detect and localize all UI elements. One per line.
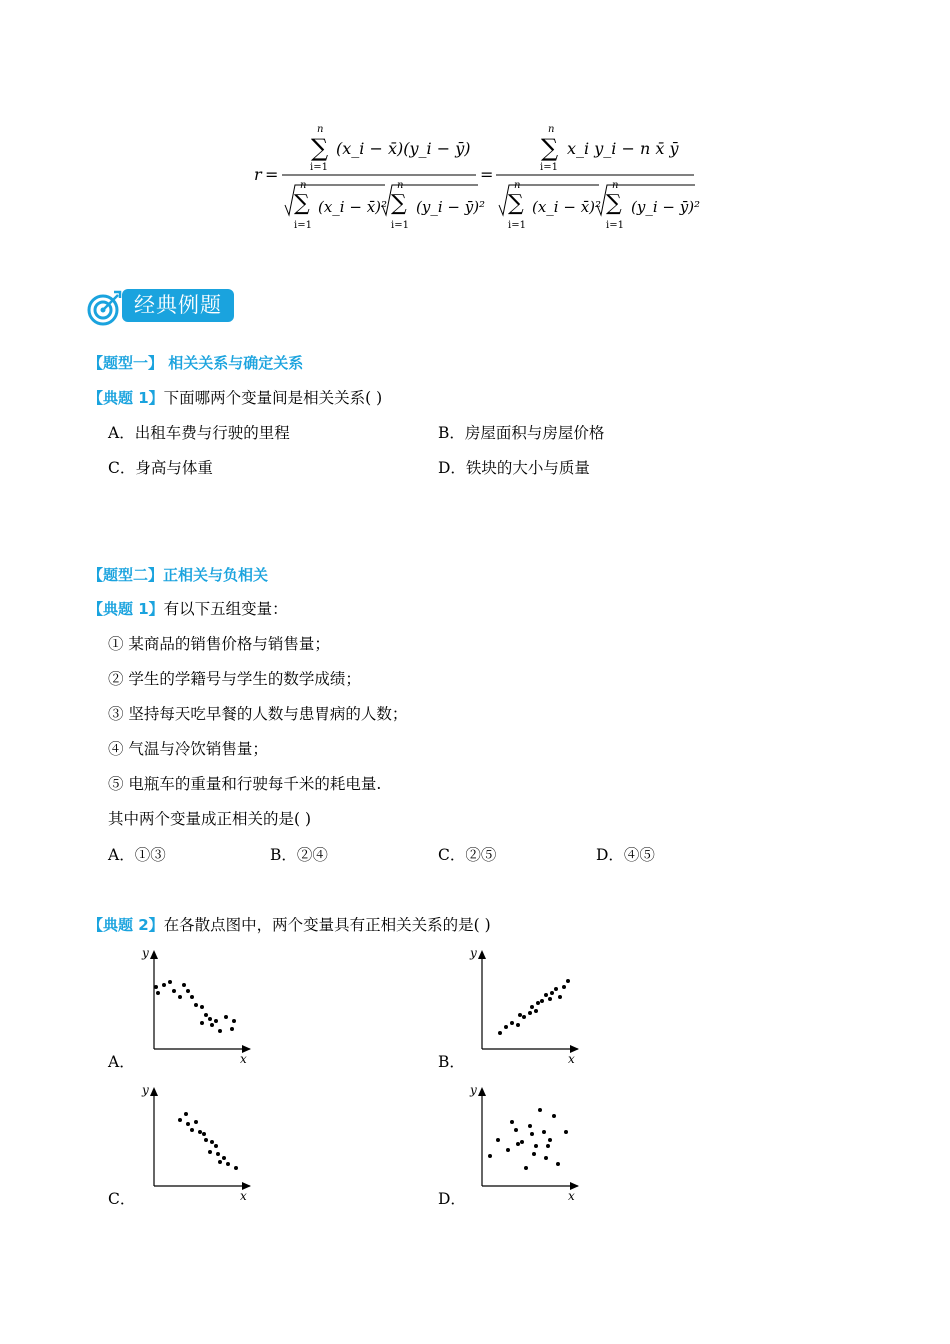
section1-question (88, 386, 382, 408)
scatter-point (172, 989, 176, 993)
scatter-point (566, 979, 570, 983)
scatter-plot-a (140, 945, 260, 1065)
scatter-point (554, 987, 558, 991)
y-axis-arrow (478, 950, 486, 959)
scatter-point (516, 1142, 520, 1146)
svg-text:i=1: i=1 (508, 220, 526, 231)
scatter-point (544, 993, 548, 997)
svg-text:∑: ∑ (311, 134, 329, 162)
list-item: ③ 坚持每天吃早餐的人数与患胃病的人数； (108, 705, 408, 723)
scatter-point (208, 1150, 212, 1154)
scatter-point (534, 1144, 538, 1148)
y-axis-arrow (478, 1087, 486, 1096)
x-axis-label: x (240, 1052, 247, 1065)
svg-text:∑: ∑ (606, 191, 622, 216)
list-item: ④ 气温与冷饮销售量； (108, 740, 268, 758)
svg-text:∑: ∑ (508, 191, 524, 216)
scatter-point (216, 1152, 220, 1156)
scatter-point (528, 1124, 532, 1128)
sum-top-1: n (317, 124, 324, 135)
scatter-point (546, 1144, 550, 1148)
scatter-point (506, 1148, 510, 1152)
svg-text:i=1: i=1 (391, 220, 409, 231)
scatter-point (530, 1005, 534, 1009)
sum-bottom-1: i=1 (310, 162, 328, 173)
scatter-point (156, 991, 160, 995)
target-icon (86, 288, 126, 328)
scatter-point (516, 1023, 520, 1027)
scatter-point (222, 1156, 226, 1160)
denominator-2a: (x_i − x̄)² (532, 198, 602, 216)
y-axis-arrow (150, 950, 158, 959)
scatter-point (190, 1128, 194, 1132)
scatter-point (556, 1162, 560, 1166)
scatter-point (518, 1013, 522, 1017)
scatter-point (194, 1003, 198, 1007)
scatter-point (200, 1005, 204, 1009)
scatter-point (548, 997, 552, 1001)
scatter-point (534, 1009, 538, 1013)
scatter-point (204, 1013, 208, 1017)
denominator-1a: (x_i − x̄)² (318, 198, 388, 216)
plot-label-a[interactable]: A． (108, 1053, 135, 1071)
formula-equals-2: = (480, 165, 494, 184)
section2-question-2 (88, 913, 491, 935)
scatter-point (520, 1140, 524, 1144)
scatter-point (184, 1112, 188, 1116)
heading-title: 经典例题 (122, 289, 234, 322)
formula-lhs: r (254, 165, 262, 184)
denominator-2b: (y_i − ȳ)² (631, 198, 701, 216)
scatter-point (214, 1144, 218, 1148)
question-tag: 【典题 1】 (88, 600, 164, 618)
scatter-point (542, 1130, 546, 1134)
scatter-point (562, 985, 566, 989)
scatter-point (522, 1015, 526, 1019)
scatter-point (552, 1114, 556, 1118)
numerator-2: x_i y_i − n x̄ ȳ (567, 139, 679, 158)
list-item: ① 某商品的销售价格与销售量； (108, 635, 330, 653)
scatter-point (202, 1132, 206, 1136)
scatter-point (182, 983, 186, 987)
scatter-point (208, 1017, 212, 1021)
scatter-point (496, 1138, 500, 1142)
option-b[interactable]: B．房屋面积与房屋价格 (438, 424, 605, 442)
svg-text:∑: ∑ (391, 191, 407, 216)
section-heading (86, 286, 236, 328)
y-axis-label: y (142, 1083, 149, 1097)
scatter-point (200, 1021, 204, 1025)
scatter-point (218, 1160, 222, 1164)
scatter-point (178, 1118, 182, 1122)
question-ask: 其中两个变量成正相关的是( ) (108, 810, 312, 828)
scatter-point (232, 1019, 236, 1023)
plot-label-d[interactable]: D． (438, 1190, 466, 1208)
svg-text:n: n (300, 180, 307, 191)
scatter-point (488, 1154, 492, 1158)
scatter-point (230, 1027, 234, 1031)
scatter-point (558, 995, 562, 999)
scatter-point (194, 1120, 198, 1124)
y-axis-label: y (142, 946, 149, 960)
list-item: ⑤ 电瓶车的重量和行驶每千米的耗电量. (108, 775, 382, 793)
question-tag: 【典题 1】 (88, 389, 164, 407)
scatter-point (538, 1108, 542, 1112)
formula-equals-1: = (265, 165, 279, 184)
scatter-point (532, 1152, 536, 1156)
section2-question-1 (88, 597, 288, 619)
scatter-point (226, 1162, 230, 1166)
scatter-point (190, 995, 194, 999)
scatter-point (540, 999, 544, 1003)
scatter-point (162, 983, 166, 987)
option-a[interactable]: A．出租车费与行驶的里程 (108, 424, 290, 442)
scatter-point (504, 1025, 508, 1029)
question-text: 有以下五组变量： (163, 600, 288, 618)
scatter-point (536, 1001, 540, 1005)
y-axis-arrow (150, 1087, 158, 1096)
list-item: ② 学生的学籍号与学生的数学成绩； (108, 670, 361, 688)
plot-label-c[interactable]: C． (108, 1190, 136, 1208)
scatter-plot-c (140, 1082, 260, 1202)
scatter-point (168, 980, 172, 984)
scatter-point (510, 1120, 514, 1124)
svg-text:n: n (397, 180, 404, 191)
scatter-point (498, 1031, 502, 1035)
scatter-plot-b (468, 945, 588, 1065)
option-b[interactable]: B．②④ (270, 846, 328, 864)
scatter-point (154, 985, 158, 989)
scatter-point (218, 1029, 222, 1033)
scatter-point (510, 1021, 514, 1025)
svg-text:∑: ∑ (294, 191, 310, 216)
question-text: 下面哪两个变量间是相关关系( ) (163, 389, 383, 407)
scatter-point (210, 1140, 214, 1144)
svg-text:i=1: i=1 (540, 162, 558, 173)
scatter-point (178, 995, 182, 999)
y-axis-label: y (470, 1083, 477, 1097)
svg-text:n: n (548, 124, 555, 135)
option-d[interactable]: D．铁块的大小与质量 (438, 459, 590, 477)
x-axis-label: x (568, 1189, 575, 1202)
svg-text:∑: ∑ (541, 134, 559, 162)
scatter-point (550, 991, 554, 995)
section2-title: 【题型二】正相关与负相关 (88, 566, 269, 584)
scatter-point (564, 1130, 568, 1134)
correlation-formula (0, 120, 950, 240)
scatter-point (198, 1130, 202, 1134)
scatter-point (214, 1019, 218, 1023)
y-axis-label: y (470, 946, 477, 960)
plot-label-b[interactable]: B． (438, 1053, 465, 1071)
svg-text:i=1: i=1 (606, 220, 624, 231)
svg-text:n: n (514, 180, 521, 191)
x-axis-label: x (568, 1052, 575, 1065)
scatter-point (224, 1015, 228, 1019)
option-c[interactable]: C．②⑤ (438, 846, 497, 864)
scatter-point (528, 1011, 532, 1015)
question-text: 在各散点图中，两个变量具有正相关关系的是( ) (163, 916, 491, 934)
denominator-1b: (y_i − ȳ)² (416, 198, 486, 216)
svg-text:i=1: i=1 (294, 220, 312, 231)
scatter-point (234, 1166, 238, 1170)
question-tag: 【典题 2】 (88, 916, 164, 934)
x-axis-label: x (240, 1189, 247, 1202)
scatter-point (544, 1156, 548, 1160)
svg-text:n: n (612, 180, 619, 191)
scatter-point (514, 1128, 518, 1132)
option-d[interactable]: D．④⑤ (596, 846, 655, 864)
option-c[interactable]: C．身高与体重 (108, 459, 213, 477)
scatter-point (204, 1138, 208, 1142)
scatter-point (186, 1122, 190, 1126)
option-a[interactable]: A．①③ (108, 846, 166, 864)
scatter-point (186, 989, 190, 993)
scatter-plot-d (468, 1082, 588, 1202)
scatter-point (210, 1023, 214, 1027)
scatter-point (548, 1138, 552, 1142)
scatter-point (524, 1166, 528, 1170)
section1-title: 【题型一】 相关关系与确定关系 (88, 354, 304, 372)
numerator-1: (x_i − x̄)(y_i − ȳ) (336, 139, 471, 158)
scatter-point (530, 1132, 534, 1136)
